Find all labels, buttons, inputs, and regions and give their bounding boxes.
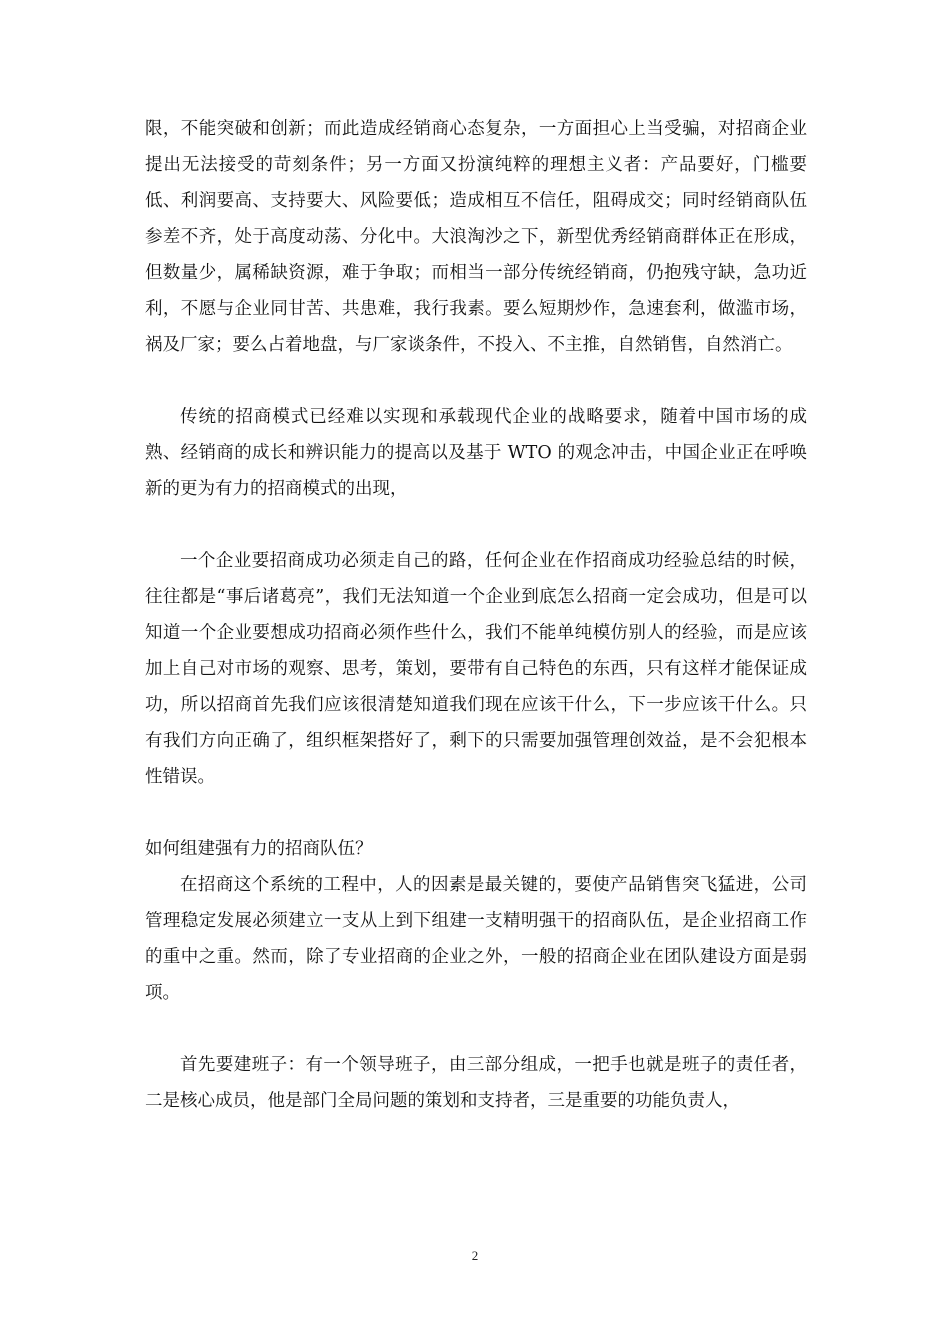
page-number: 2 [471, 1248, 479, 1263]
paragraph-traditional-model: 传统的招商模式已经难以实现和承载现代企业的战略要求，随着中国市场的成熟、经销商的成长和辨识能力的提高以及基于 WTO 的观念冲击，中国企业正在呼唤新的更为有力的招商模式的出现， [145, 407, 807, 499]
paragraph-team-building: 在招商这个系统的工程中，人的因素是最关键的，要使产品销售突飞猛进，公司管理稳定发展必须建立一支从上到下组建一支精明强干的招商队伍，是企业招商工作的重中之重。然而，除了专业招商的企业之外，一般的招商企业在团队建设方面是弱项。 [145, 875, 807, 1003]
paragraph-leadership: 首先要建班子：有一个领导班子，由三部分组成，一把手也就是班子的责任者，二是核心成员，他是部门全局问题的策划和支持者，三是重要的功能负责人， [145, 1055, 807, 1111]
paragraph-gap [145, 1011, 807, 1047]
paragraph-gap [145, 363, 807, 399]
paragraph-gap [145, 795, 807, 831]
paragraph-own-path: 一个企业要招商成功必须走自己的路，任何企业在作招商成功经验总结的时候，往往都是“事后诸葛亮”，我们无法知道一个企业到底怎么招商一定会成功，但是可以知道一个企业要想成功招商必须作些什么，我们不能单纯模仿别人的经验，而是应该加上自己对市场的观察、思考，策划，要带有自己特色的东西，只有这样才能保证成功，所以招商首先我们应该很清楚知道我们现在应该干什么，下一步应该干什么。只有我们方向正确了，组织框架搭好了，剩下的只需要加强管理创效益，是不会犯根本性错误。 [145, 551, 807, 787]
document-body [145, 111, 807, 1119]
section-heading: 如何组建强有力的招商队伍？ [145, 839, 373, 859]
paragraph-gap [145, 507, 807, 543]
paragraph-continuation: 限，不能突破和创新；而此造成经销商心态复杂，一方面担心上当受骗，对招商企业提出无法接受的苛刻条件；另一方面又扮演纯粹的理想主义者：产品要好，门槛要低、利润要高、支持要大、风险要低；造成相互不信任，阻碍成交；同时经销商队伍参差不齐，处于高度动荡、分化中。大浪淘沙之下，新型优秀经销商群体正在形成，但数量少，属稀缺资源，难于争取；而相当一部分传统经销商，仍抱残守缺，急功近利，不愿与企业同甘苦、共患难，我行我素。要么短期炒作，急速套利，做滥市场，祸及厂家；要么占着地盘，与厂家谈条件，不投入、不主推，自然销售，自然消亡。 [145, 119, 807, 355]
